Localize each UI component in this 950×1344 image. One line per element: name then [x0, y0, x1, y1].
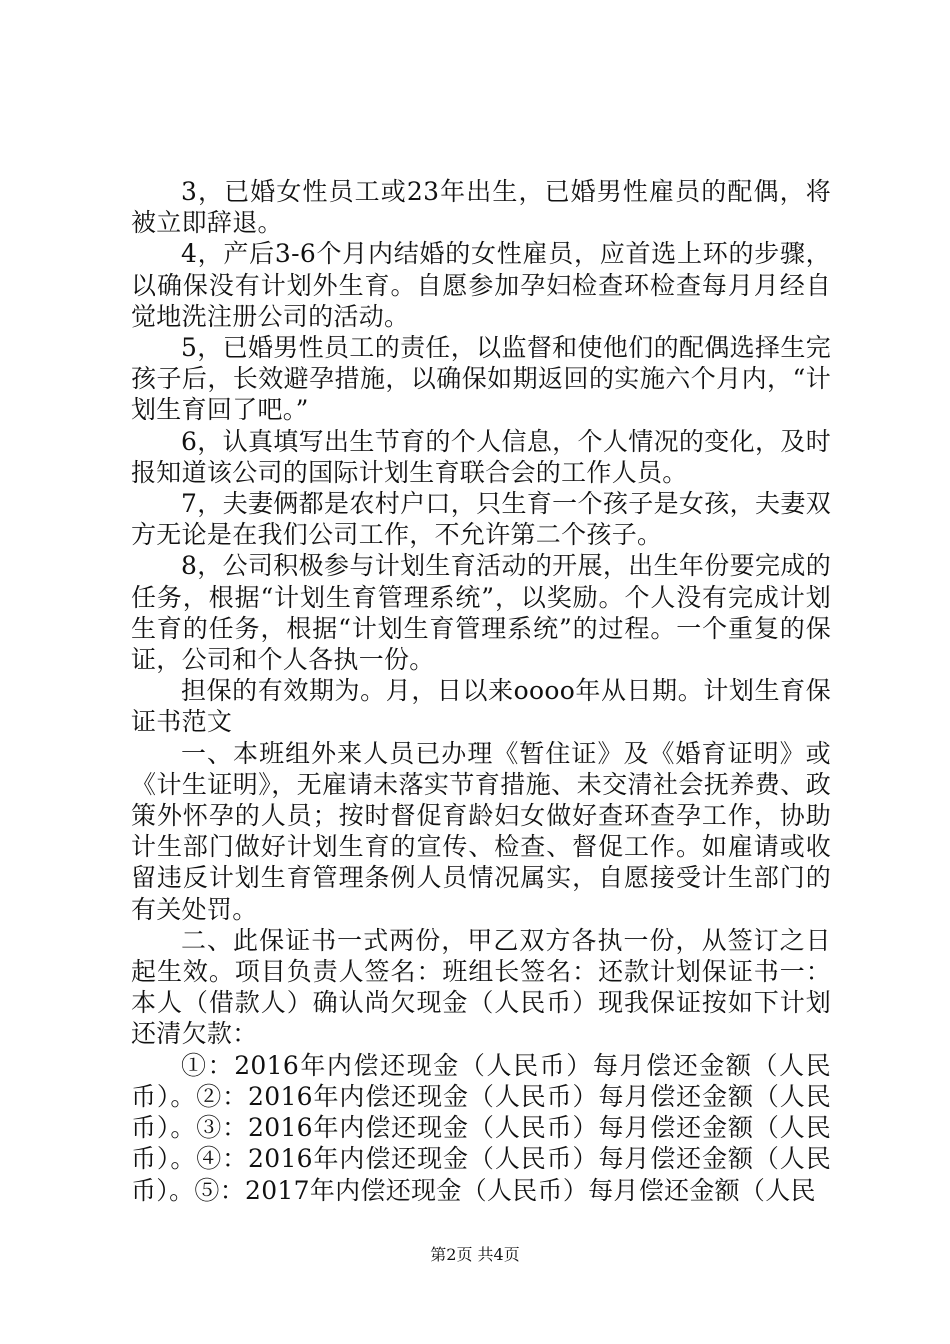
paragraph-clause-8: 8，公司积极参与计划生育活动的开展，出生年份要完成的任务，根据“计划生育管理系统”，以奖励。个人没有完成计划生育的任务，根据“计划生育管理系统”的过程。一个重复的保证，公司和个人各执一份。 — [131, 551, 831, 675]
paragraph-clause-7: 7，夫妻俩都是农村户口，只生育一个孩子是女孩，夫妻双方无论是在我们公司工作，不允许第二个孩子。 — [131, 489, 831, 550]
paragraph-validity: 担保的有效期为。月，日以来oooo年从日期。计划生育保证书范文 — [131, 676, 831, 737]
paragraph-clause-3: 3，已婚女性员工或23年出生，已婚男性雇员的配偶，将被立即辞退。 — [131, 177, 831, 238]
paragraph-clause-5: 5，已婚男性员工的责任，以监督和使他们的配偶选择生完孩子后，长效避孕措施，以确保如期返回的实施六个月内，“计划生育回了吧。” — [131, 333, 831, 425]
paragraph-repayment-plan: ①：2016年内偿还现金（人民币）每月偿还金额（人民币）。②：2016年内偿还现金（人民币）每月偿还金额（人民币）。③：2016年内偿还现金（人民币）每月偿还金额（人民币）。④：2016年内偿还现金（人民币）每月偿还金额（人民币）。⑤：2017年内偿还现金（人民币）每月偿还金额（人民 — [131, 1050, 831, 1205]
paragraph-section-one: 一、本班组外来人员已办理《暂住证》及《婚育证明》或《计生证明》，无雇请未落实节育措施、未交清社会抚养费、政策外怀孕的人员；按时督促育龄妇女做好查环查孕工作，协助计生部门做好计划生育的宣传、检查、督促工作。如雇请或收留违反计划生育管理条例人员情况属实，自愿接受计生部门的有关处罚。 — [131, 738, 831, 924]
document-body — [131, 176, 831, 1206]
page-number-footer: 第2页 共4页 — [430, 1245, 520, 1264]
paragraph-clause-6: 6，认真填写出生节育的个人信息，个人情况的变化，及时报知道该公司的国际计划生育联合会的工作人员。 — [131, 426, 831, 487]
paragraph-section-two: 二、此保证书一式两份，甲乙双方各执一份，从签订之日起生效。项目负责人签名：班组长签名：还款计划保证书一：本人（借款人）确认尚欠现金（人民币）现我保证按如下计划还清欠款： — [131, 925, 831, 1049]
paragraph-clause-4: 4，产后3-6个月内结婚的女性雇员，应首选上环的步骤，以确保没有计划外生育。自愿参加孕妇检查环检查每月月经自觉地洗注册公司的活动。 — [131, 239, 831, 331]
